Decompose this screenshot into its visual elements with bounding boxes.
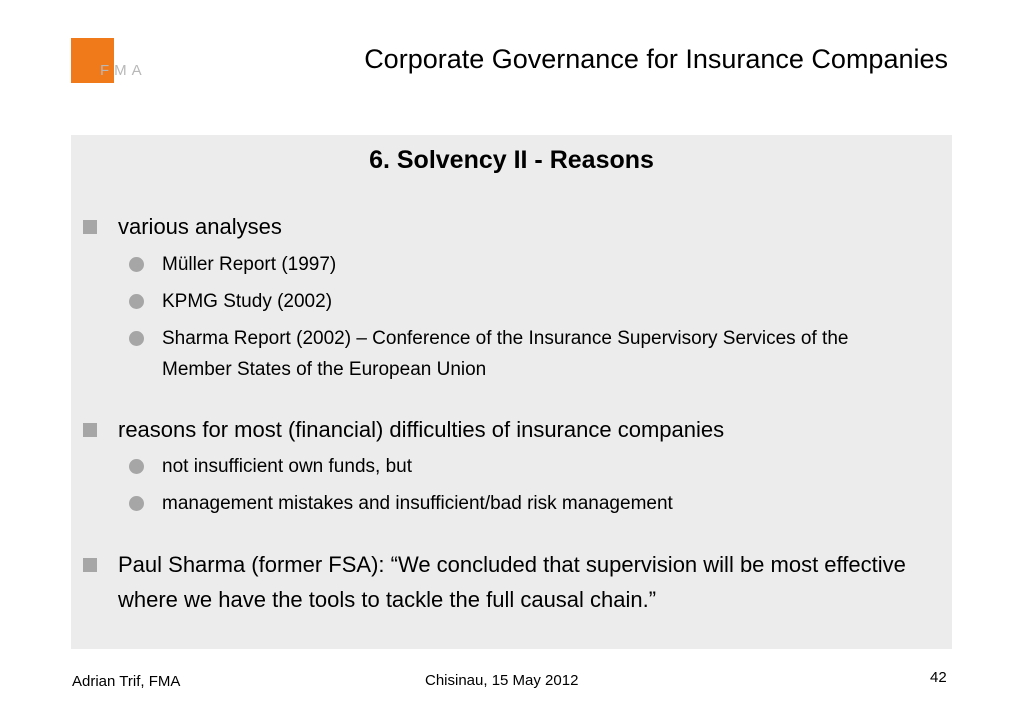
sub-bullet-text: management mistakes and insufficient/bad risk management	[162, 493, 673, 514]
circle-bullet-icon	[129, 459, 144, 474]
sub-bullet-text: Müller Report (1997)	[162, 254, 337, 275]
fma-logo	[71, 38, 161, 86]
footer-page-number: 42	[930, 669, 947, 686]
logo-text: FMA	[100, 62, 147, 79]
sub-bullet-text: KPMG Study (2002)	[162, 291, 333, 312]
bullet-text: various analyses	[118, 214, 282, 239]
circle-bullet-icon	[129, 294, 144, 309]
slide-title: 6. Solvency II - Reasons	[369, 146, 654, 174]
sub-bullet-text: Sharma Report (2002) – Conference of the Insurance Supervisory Services of the Member States of the European Union	[162, 328, 849, 380]
footer-author: Adrian Trif, FMA	[72, 673, 181, 690]
square-bullet-icon	[83, 423, 97, 437]
slide-content-panel	[71, 135, 952, 649]
circle-bullet-icon	[129, 496, 144, 511]
circle-bullet-icon	[129, 331, 144, 346]
bullet-text: reasons for most (financial) difficulties of insurance companies	[118, 417, 725, 442]
circle-bullet-icon	[129, 257, 144, 272]
square-bullet-icon	[83, 220, 97, 234]
square-bullet-icon	[83, 558, 97, 572]
bullet-text: Paul Sharma (former FSA): “We concluded that supervision will be most effective where we have the tools to tackle the full causal chain.”	[118, 552, 906, 612]
sub-bullet-text: not insufficient own funds, but	[162, 456, 412, 477]
footer-place-date: Chisinau, 15 May 2012	[425, 672, 579, 689]
header-title: Corporate Governance for Insurance Companies	[364, 44, 948, 74]
